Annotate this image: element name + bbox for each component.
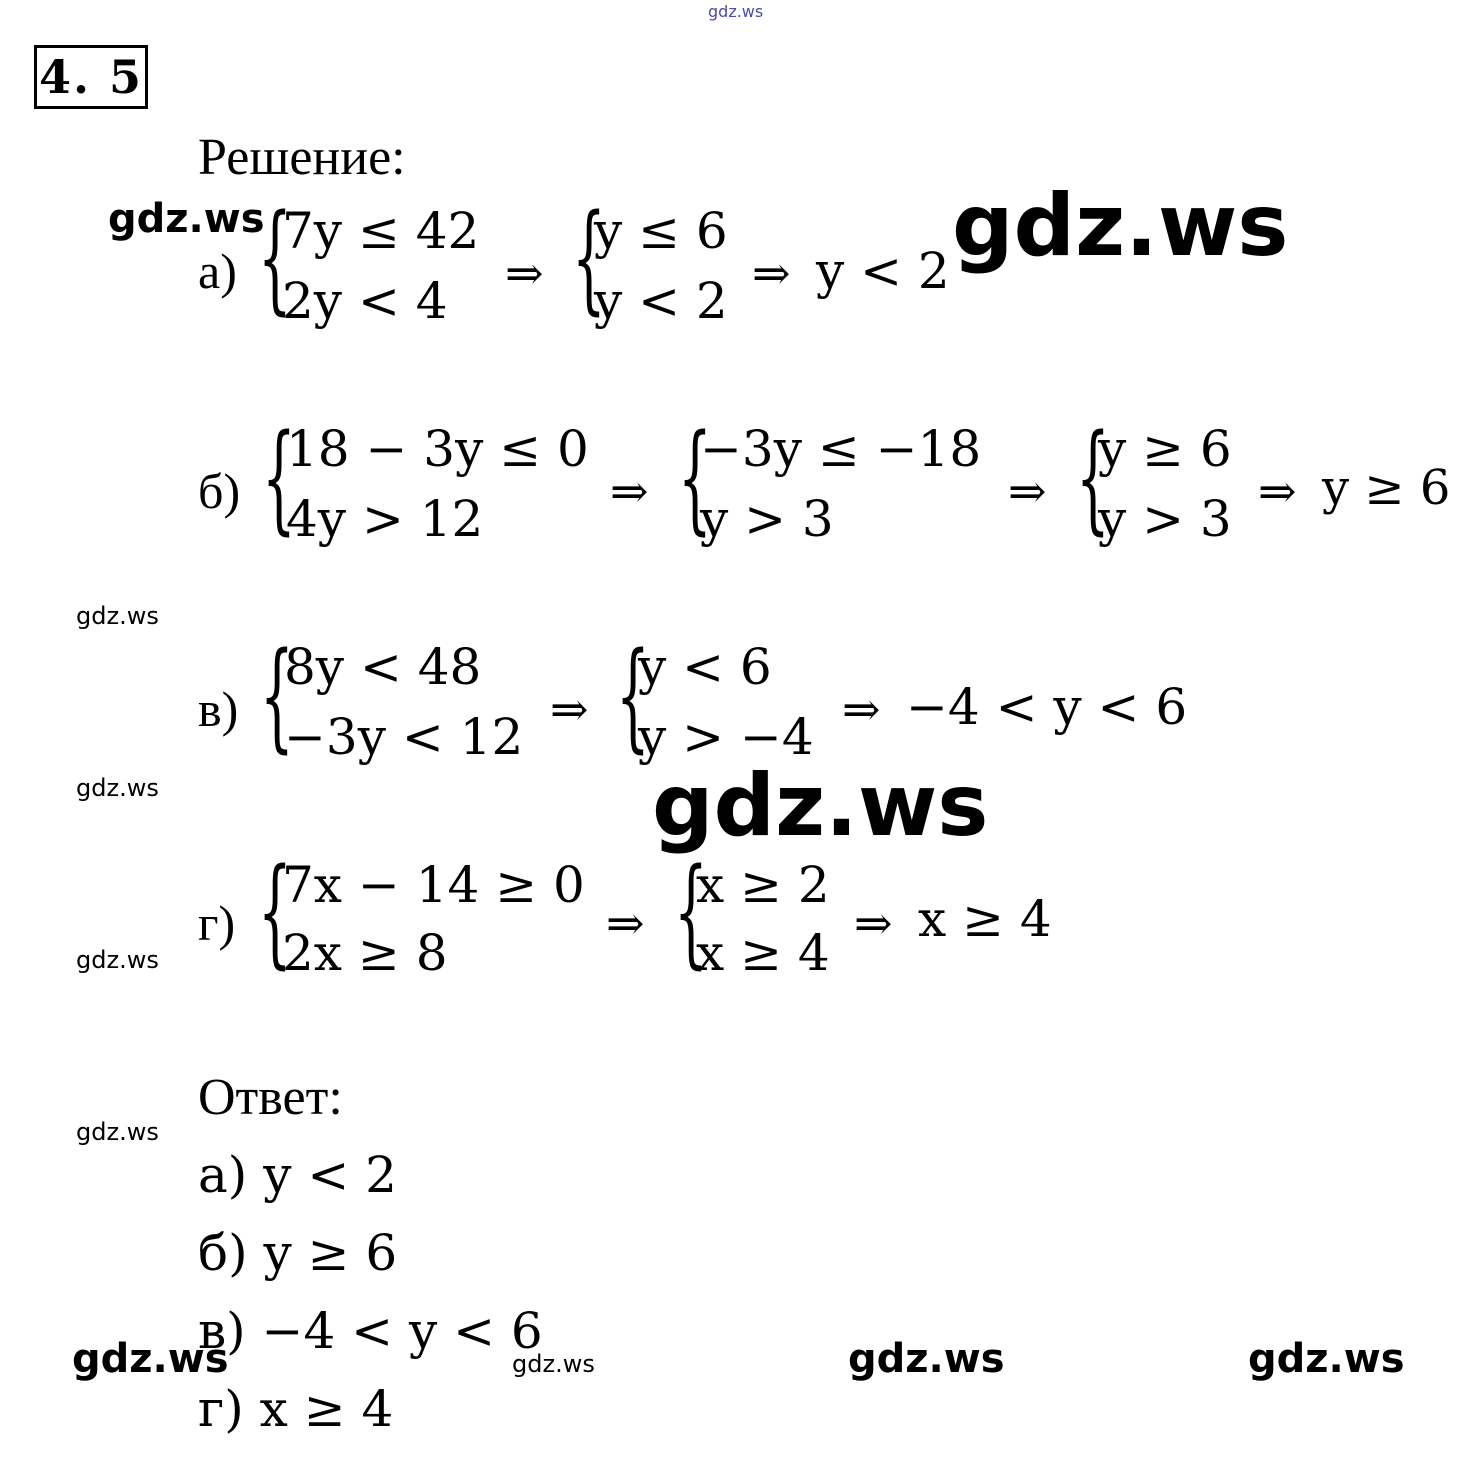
part-b-sys2-line1: −3y ≤ −18 bbox=[700, 420, 982, 478]
implies-arrow: ⇒ bbox=[854, 896, 893, 950]
brace-icon: { bbox=[260, 626, 294, 764]
watermark-big: gdz.ws bbox=[652, 756, 989, 856]
watermark-medium: gdz.ws bbox=[72, 1336, 229, 1382]
implies-arrow: ⇒ bbox=[1008, 464, 1047, 518]
answer-line-a: а) y < 2 bbox=[198, 1146, 397, 1204]
implies-arrow: ⇒ bbox=[505, 246, 544, 300]
implies-arrow: ⇒ bbox=[752, 246, 791, 300]
watermark-small: gdz.ws bbox=[76, 1118, 159, 1146]
brace-icon: { bbox=[616, 626, 650, 764]
watermark-medium: gdz.ws bbox=[1248, 1336, 1405, 1382]
watermark-small: gdz.ws bbox=[76, 774, 159, 802]
watermark-big: gdz.ws bbox=[952, 176, 1289, 276]
watermark-medium: gdz.ws bbox=[848, 1336, 1005, 1382]
part-a-sys2-line1: y ≤ 6 bbox=[594, 202, 728, 260]
part-g-sys2-line2: x ≥ 4 bbox=[696, 924, 830, 982]
answer-line-b: б) y ≥ 6 bbox=[198, 1224, 398, 1282]
part-v-sys1-line1: 8y < 48 bbox=[284, 638, 482, 696]
part-g-sys1-line2: 2x ≥ 8 bbox=[282, 924, 448, 982]
watermark-small: gdz.ws bbox=[512, 1350, 595, 1378]
part-g-sys1-line1: 7x − 14 ≥ 0 bbox=[282, 856, 585, 914]
part-a-sys1-line1: 7y ≤ 42 bbox=[282, 202, 480, 260]
part-g-label: г) bbox=[198, 895, 236, 951]
watermark-small: gdz.ws bbox=[76, 946, 159, 974]
part-v-sys1-line2: −3y < 12 bbox=[284, 708, 524, 766]
brace-icon: { bbox=[572, 188, 606, 326]
part-b-sys1-line2: 4y > 12 bbox=[286, 490, 484, 548]
brace-icon: { bbox=[262, 408, 296, 546]
part-a-result: y < 2 bbox=[816, 242, 950, 300]
part-v-result: −4 < y < 6 bbox=[906, 678, 1188, 736]
answer-line-g: г) x ≥ 4 bbox=[198, 1380, 394, 1438]
answer-heading: Ответ: bbox=[198, 1069, 343, 1126]
part-a-sys1-line2: 2y < 4 bbox=[282, 272, 448, 330]
brace-icon: { bbox=[1076, 408, 1110, 546]
part-b-sys2-line2: y > 3 bbox=[700, 490, 834, 548]
implies-arrow: ⇒ bbox=[610, 464, 649, 518]
part-b-label: б) bbox=[198, 463, 241, 519]
brace-icon: { bbox=[258, 842, 292, 980]
part-g-result: x ≥ 4 bbox=[918, 890, 1052, 948]
implies-arrow: ⇒ bbox=[606, 896, 645, 950]
part-b-sys3-line2: y > 3 bbox=[1098, 490, 1232, 548]
implies-arrow: ⇒ bbox=[550, 682, 589, 736]
part-v-label: в) bbox=[198, 681, 239, 737]
part-b-sys1-line1: 18 − 3y ≤ 0 bbox=[286, 420, 589, 478]
implies-arrow: ⇒ bbox=[842, 682, 881, 736]
top-watermark: gdz.ws bbox=[708, 2, 764, 21]
part-g-sys2-line1: x ≥ 2 bbox=[696, 856, 830, 914]
part-b-sys3-line1: y ≥ 6 bbox=[1098, 420, 1232, 478]
brace-icon: { bbox=[674, 842, 708, 980]
part-a-label: а) bbox=[198, 243, 237, 299]
task-number: 4. 5 bbox=[34, 45, 148, 109]
part-v-sys2-line2: y > −4 bbox=[638, 708, 814, 766]
brace-icon: { bbox=[258, 188, 292, 326]
part-a-sys2-line2: y < 2 bbox=[594, 272, 728, 330]
solution-heading: Решение: bbox=[198, 129, 406, 186]
part-b-result: y ≥ 6 bbox=[1322, 460, 1451, 516]
brace-icon: { bbox=[678, 408, 712, 546]
part-v-sys2-line1: y < 6 bbox=[638, 638, 772, 696]
watermark-small: gdz.ws bbox=[76, 602, 159, 630]
watermark-medium: gdz.ws bbox=[108, 196, 265, 242]
answer-line-v: в) −4 < y < 6 bbox=[198, 1302, 543, 1360]
implies-arrow: ⇒ bbox=[1258, 464, 1297, 518]
